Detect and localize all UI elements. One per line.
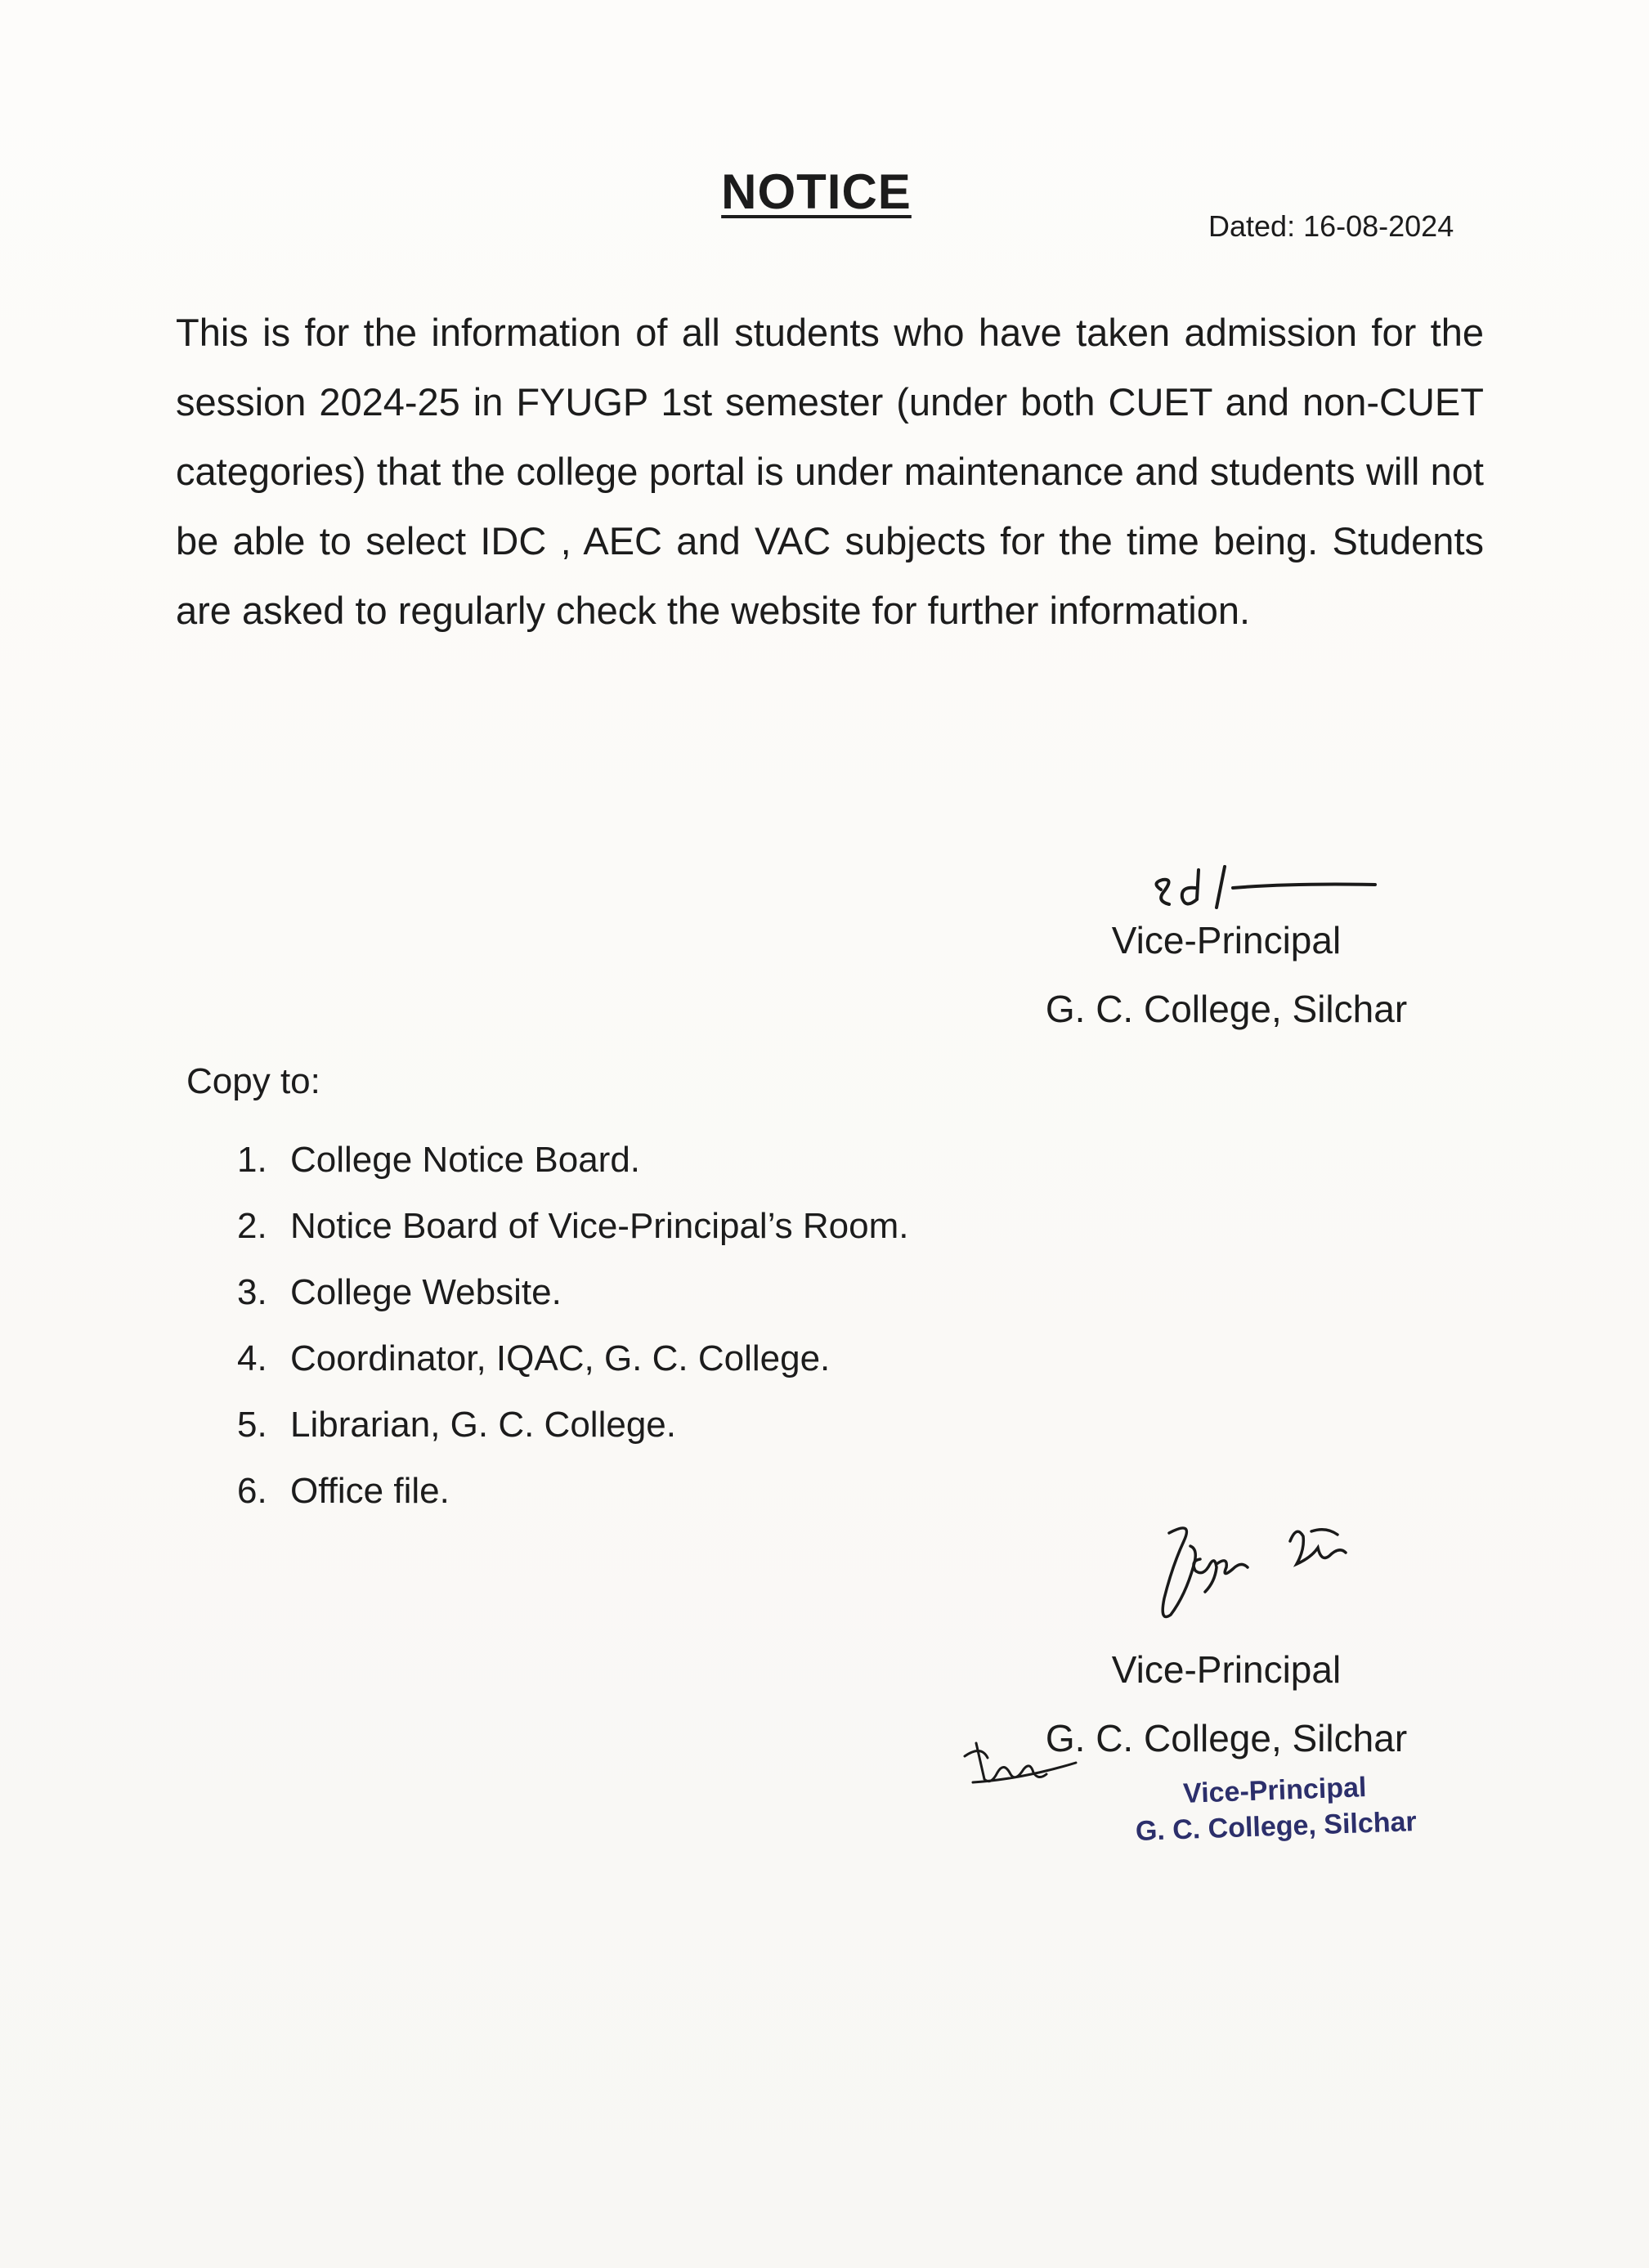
list-item: 1. College Notice Board. xyxy=(237,1140,641,1180)
copy-to-list xyxy=(237,1127,909,1524)
stamp-line-institution: G. C. College, Silchar xyxy=(1135,1805,1418,1847)
handwritten-signature xyxy=(1136,1517,1398,1639)
signatory-designation: Vice-Principal xyxy=(1111,1648,1342,1691)
signatory-designation: Vice-Principal xyxy=(1111,919,1342,961)
stamp-line-designation: Vice-Principal xyxy=(1182,1772,1367,1809)
list-item: 6. Office file. xyxy=(237,1471,450,1511)
list-item: 5. Librarian, G. C. College. xyxy=(237,1405,676,1445)
official-stamp xyxy=(1119,1767,1432,1849)
list-item: 3. College Website. xyxy=(237,1272,562,1312)
signatory-institution: G. C. College, Silchar xyxy=(1045,1717,1408,1759)
copy-to-heading: Copy to: xyxy=(186,1061,320,1101)
signature-block-1 xyxy=(1014,906,1439,1043)
list-item: 4. Coordinator, IQAC, G. C. College. xyxy=(237,1338,831,1378)
notice-body: This is for the information of all students who have taken admission for the session 2024-25 in FYUGP 1st semester (under both CUET and non-CUET categories) that the college portal is under maintenance and students will not be able to select IDC , AEC and VAC subjects for the time being. Students are asked to regularly check the website for further information. xyxy=(176,311,1484,632)
notice-title: NOTICE xyxy=(721,164,912,219)
notice-date: Dated: 16-08-2024 xyxy=(1208,209,1454,243)
list-item: 2. Notice Board of Vice-Principal’s Room. xyxy=(237,1206,909,1246)
initials-mark xyxy=(948,1733,1087,1799)
signatory-institution: G. C. College, Silchar xyxy=(1045,988,1408,1030)
